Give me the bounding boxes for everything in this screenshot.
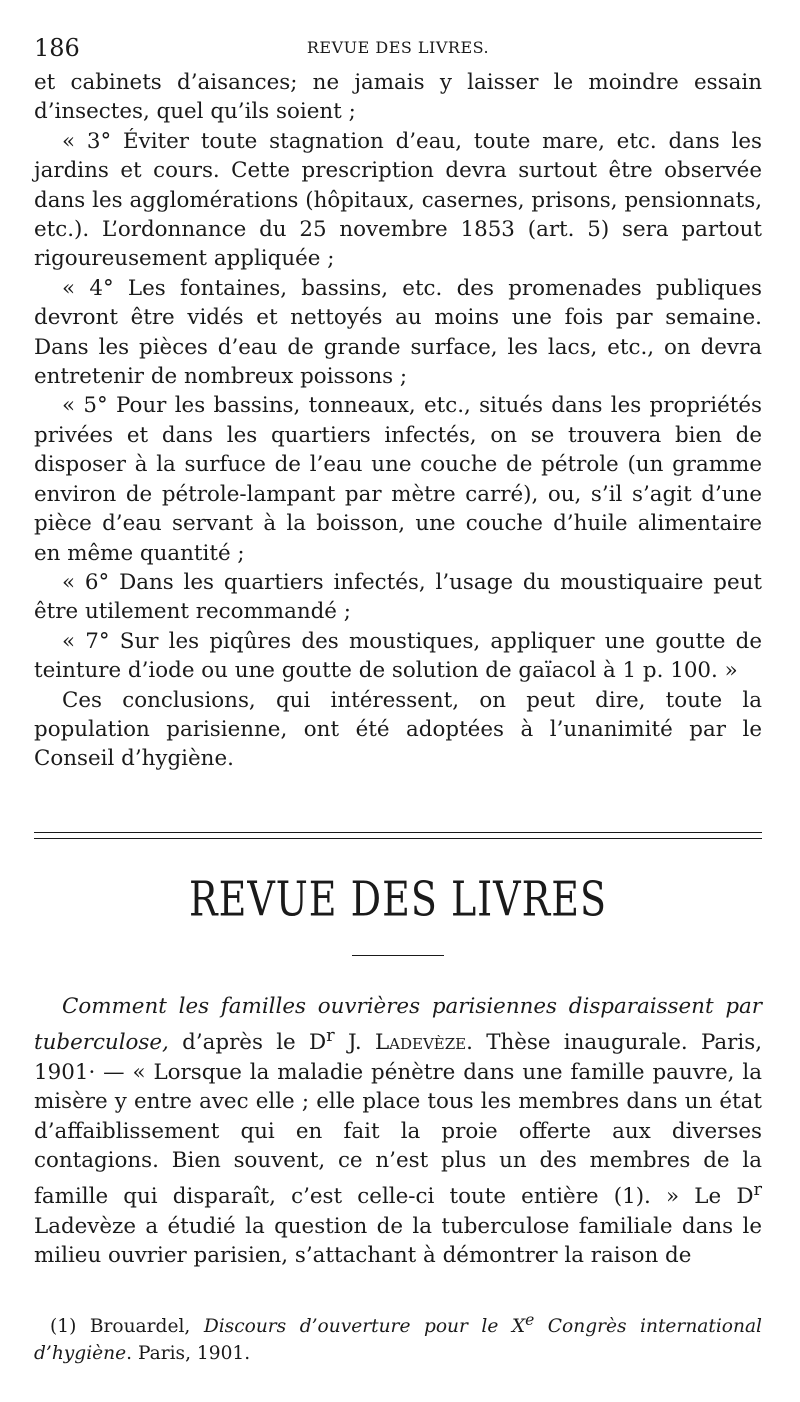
- title-underline: [352, 955, 444, 956]
- book-review-paragraph: [34, 992, 762, 1271]
- document-page: [34, 30, 762, 1385]
- footnote-after: . Paris, 1901.: [126, 1342, 251, 1364]
- paragraph-item-4: « 4° Les fontaines, bassins, etc. des promenades publiques devront être vidés et nettoyés au moins une fois par semaine. Dans les pièces d’eau de grande surface, les lacs, etc., on devra entretenir de nombreux poissons ;: [34, 275, 762, 390]
- divider-line-top: [34, 832, 762, 833]
- running-head: [34, 30, 762, 68]
- paragraph-conclusion: Ces conclusions, qui intéressent, on peut dire, toute la population parisienne, ont été adoptées à l’unanimité par le Conseil d’hygiène.: [34, 687, 762, 772]
- page-number: 186: [34, 34, 80, 62]
- divider-line-bottom: [34, 838, 762, 839]
- paragraph-item-6: « 6° Dans les quartiers infectés, l’usage du moustiquaire peut être utilement recommandé ;: [34, 569, 762, 625]
- footnote-title-superscript: e: [525, 1310, 535, 1329]
- footnote-title-end: Congrès international d’hygiène: [34, 1315, 763, 1364]
- paragraph-continuation: et cabinets d’aisances; ne jamais y laisser le moindre essain d’insectes, quel qu’ils soient ;: [34, 70, 762, 125]
- section-divider: [34, 832, 762, 839]
- footnote-marker: (1) Brouardel,: [50, 1315, 204, 1337]
- doctor-superscript-2: r: [753, 1179, 762, 1201]
- section-title: REVUE DES LIVRES: [188, 871, 608, 927]
- review-body: . Thèse inaugurale. Paris, 1901· — « Lorsque la maladie pénètre dans une famille pauvre, la misère y entre avec elle ; elle place tous les membres dans un état d’affaiblissement qui en fait la proie offerte aux diverses contagions. Bien souvent, ce n’est plus un des membres de la famille qui disparaît, c’est celle-ci toute entière (1). » Le D: [34, 1030, 763, 1210]
- doctor-superscript: r: [326, 1025, 335, 1047]
- running-title: REVUE DES LIVRES.: [306, 38, 490, 57]
- paragraph-item-7: « 7° Sur les piqûres des moustiques, appliquer une goutte de teinture d’iode ou une goutte de solution de gaïacol à 1 p. 100. »: [34, 628, 762, 684]
- book-title: Comment les familles ouvrières parisiennes disparaissent par tuberculose,: [34, 993, 762, 1056]
- review-continuation: Ladevèze a étudié la question de la tuberculose familiale dans le milieu ouvrier parisien, s’attachant à démontrer la raison de: [34, 1213, 762, 1269]
- paragraph-item-5: « 5° Pour les bassins, tonneaux, etc., situés dans les propriétés privées et dans les quartiers infectés, on se trouvera bien de disposer à la surfuce de l’eau une couche de pétrole (un gramme environ de pétrole-lampant par mètre carré), ou, s’il s’agit d’une pièce d’eau servant à la boisson, une couche d’huile alimentaire en même quantité ;: [34, 393, 762, 566]
- footnote: [34, 1307, 762, 1367]
- paragraph-item-3: « 3° Éviter toute stagnation d’eau, toute mare, etc. dans les jardins et cours. Cette prescription devra surtout être observée dans les agglomérations (hôpitaux, casernes, prisons, pensionnats, etc.). L’ordonnance du 25 novembre 1853 (art. 5) sera partout rigoureusement appliquée ;: [34, 128, 762, 272]
- footnote-title-start: Discours d’ouverture pour le X: [203, 1315, 526, 1337]
- author-name: Ladevèze: [374, 1030, 467, 1056]
- author-initial: J.: [334, 1030, 375, 1056]
- review-after-title: d’après le D: [168, 1030, 327, 1056]
